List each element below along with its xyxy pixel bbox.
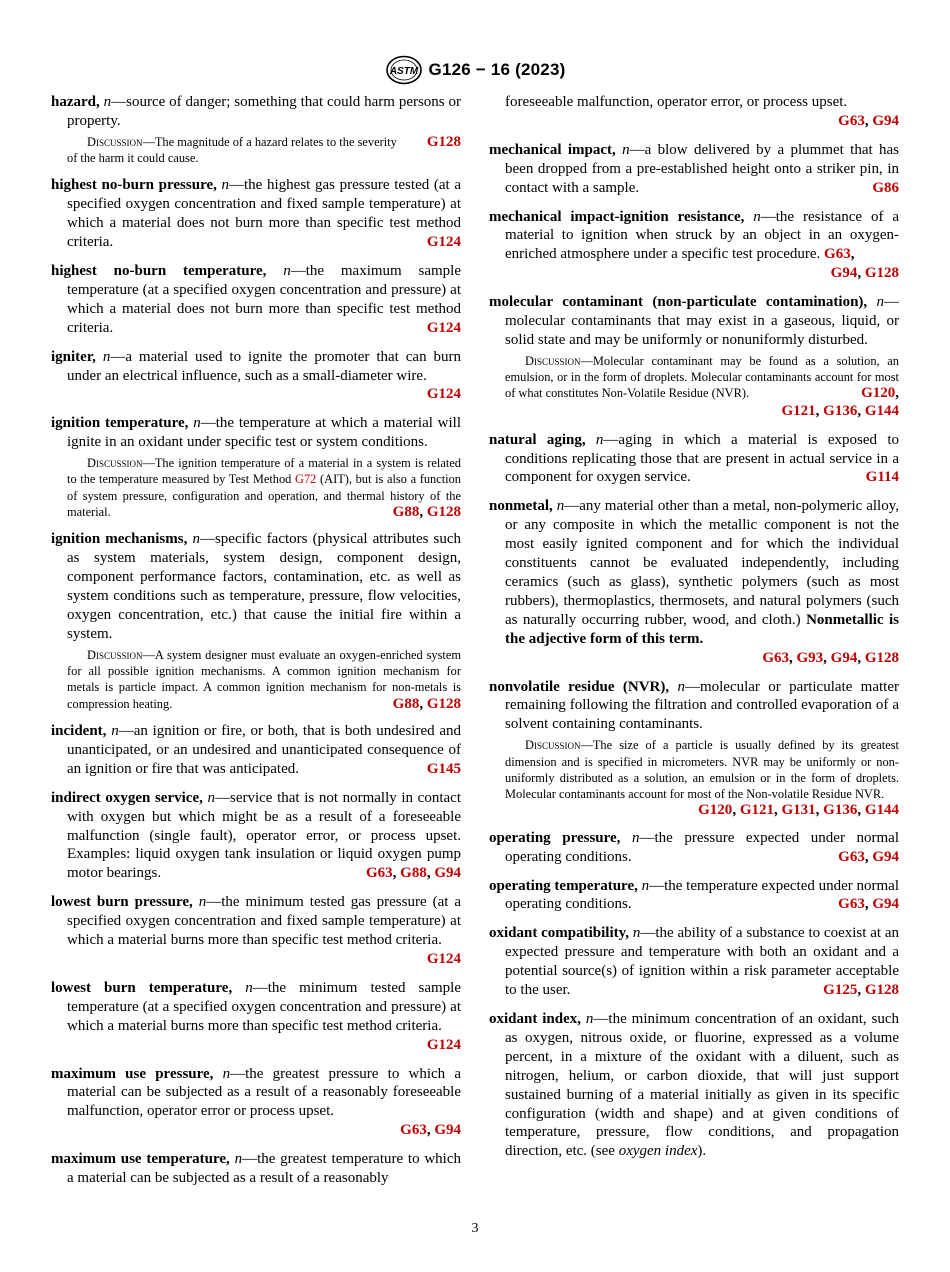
reference-link[interactable]: G94 bbox=[434, 865, 461, 882]
entry-operating-pressure bbox=[489, 829, 899, 867]
term: lowest burn pressure, bbox=[51, 894, 193, 911]
definition: —the minimum tested sample temperature (at a specified oxygen concentration and pressure) at which a material burns more than specific test method criteria. bbox=[67, 979, 462, 1034]
definition: —a material used to ignite the promoter that can burn under an electrical influence, such as a small-diameter wire. bbox=[67, 348, 462, 384]
reference-link[interactable]: G128 bbox=[864, 649, 899, 666]
discussion-text: —Molecular contaminant may be found as a solution, an emulsion, or in the form of droplets. Molecular contaminants account for most of what constitutes Non-Volatile Residue (NVR). bbox=[505, 353, 899, 401]
part-of-speech: n bbox=[622, 141, 630, 158]
discussion-text: —The magnitude of a hazard relates to the severity of the harm it could cause. bbox=[67, 134, 397, 166]
reference-link[interactable]: G93 bbox=[796, 649, 824, 666]
part-of-speech: n bbox=[677, 678, 685, 695]
adjective-note: Nonmetallic is the adjective form of this term. bbox=[505, 611, 899, 647]
term: indirect oxygen service, bbox=[51, 789, 203, 806]
reference-link[interactable]: G94 bbox=[830, 265, 858, 282]
term: incident, bbox=[51, 723, 107, 739]
left-column bbox=[51, 93, 461, 1198]
reference-separator: , bbox=[864, 112, 873, 129]
reference-link[interactable]: G136 bbox=[823, 802, 858, 819]
term: oxidant index, bbox=[489, 1011, 582, 1027]
term: operating temperature, bbox=[489, 877, 638, 894]
discussion bbox=[505, 737, 899, 819]
reference-separator: , bbox=[857, 265, 865, 282]
reference-link[interactable]: G124 bbox=[426, 234, 461, 251]
part-of-speech: n bbox=[641, 877, 650, 894]
entry-maximum-use-pressure bbox=[51, 1065, 461, 1141]
part-of-speech: n bbox=[283, 263, 291, 280]
part-of-speech: n bbox=[753, 208, 761, 225]
reference-link[interactable]: G124 bbox=[426, 1036, 461, 1053]
definition: —aging in which a material is exposed to conditions replicating those that are present in actual service in a component for oxygen service. bbox=[505, 431, 899, 486]
reference-link[interactable]: G120 bbox=[698, 802, 733, 819]
reference-separator: , bbox=[815, 402, 824, 419]
reference-separator: , bbox=[392, 865, 401, 882]
term: highest no-burn temperature, bbox=[51, 263, 267, 280]
discussion bbox=[67, 455, 461, 520]
reference-separator: , bbox=[426, 865, 435, 882]
part-of-speech: n bbox=[876, 294, 884, 311]
reference-link[interactable]: G128 bbox=[426, 504, 461, 521]
entry-mechanical-impact bbox=[489, 141, 899, 198]
part-of-speech: n bbox=[585, 1011, 594, 1027]
reference-link[interactable]: G94 bbox=[872, 896, 899, 913]
reference-link[interactable]: G114 bbox=[865, 469, 899, 486]
definition: —the minimum concentration of an oxidant, such as oxygen, nitrous oxide, or fluorine, expressed as a volume percent, in a mixture of the oxidant with a diluent, such as nitrogen, helium, or carbon dioxide, that will just support sustained burning of a material initially as given in its specific configuration (width and shape) and at given conditions of temperature, pressure, flow conditions, and propagation direction, etc. (see bbox=[505, 1011, 900, 1160]
reference-link[interactable]: G63 bbox=[824, 246, 851, 263]
reference-separator: , bbox=[857, 982, 865, 999]
entry-ignition-temperature bbox=[51, 414, 461, 520]
reference-link[interactable]: G94 bbox=[830, 649, 858, 666]
term: igniter, bbox=[51, 348, 96, 365]
part-of-speech: n bbox=[595, 431, 604, 448]
entry-indirect-oxygen-service bbox=[51, 789, 461, 884]
entry-oxidant-index bbox=[489, 1010, 899, 1161]
term: ignition mechanisms, bbox=[51, 531, 188, 548]
term: ignition temperature, bbox=[51, 415, 189, 432]
reference-link[interactable]: G124 bbox=[426, 950, 461, 967]
definition: —the minimum tested gas pressure (at a specified oxygen concentration and fixed sample temperature) at which a material burns more than specific test method criteria. bbox=[67, 894, 461, 949]
reference-link[interactable]: G63 bbox=[838, 896, 865, 913]
entry-mechanical-impact-ignition-resistance bbox=[489, 208, 899, 284]
reference-separator: , bbox=[732, 802, 740, 819]
discussion-label: Discussion bbox=[525, 353, 581, 368]
reference-link[interactable]: G94 bbox=[434, 1122, 461, 1139]
entry-highest-no-burn-temperature bbox=[51, 262, 461, 338]
reference-link[interactable]: G128 bbox=[864, 265, 899, 282]
reference-link[interactable]: G94 bbox=[872, 112, 899, 129]
discussion-text: —The size of a particle is usually defined by its greatest dimension and is specified in micrometers. NVR may be uniformly or non-uniformly distributed as a solution, an emulsion or in the form of droplets. Molecular contaminants account for most of the Non-volatile Residue NVR. bbox=[505, 738, 899, 802]
reference-separator: , bbox=[815, 802, 824, 819]
term: natural aging, bbox=[489, 431, 586, 448]
part-of-speech: n bbox=[632, 925, 641, 942]
entry-nonmetal bbox=[489, 497, 899, 667]
reference-link[interactable]: G128 bbox=[426, 695, 461, 712]
entry-natural-aging bbox=[489, 431, 899, 488]
reference-separator: , bbox=[857, 649, 865, 666]
document-id: G126 − 16 (2023) bbox=[428, 60, 566, 79]
discussion bbox=[67, 647, 461, 712]
part-of-speech: n bbox=[556, 498, 565, 515]
definition: —the greatest pressure to which a material can be subjected as a result of a reasonably foreseeable malfunction, operator error or process upset. bbox=[67, 1065, 462, 1120]
reference-separator: , bbox=[864, 896, 873, 913]
definition-tail: ). bbox=[697, 1143, 707, 1160]
reference-separator: , bbox=[419, 695, 427, 712]
definition: —the resistance of a material to ignition when struck by an object in an oxygen-enriched atmosphere under a specific test procedure. bbox=[505, 208, 899, 263]
reference-link[interactable]: G121 bbox=[781, 402, 816, 419]
term: operating pressure, bbox=[489, 829, 621, 846]
part-of-speech: n bbox=[221, 177, 230, 194]
definition: —specific factors (physical attributes such as system materials, system design, component design, component performance factors, contamination, etc. as well as system conditions such as temperature, pressure, flow velocities, oxygen concentration, etc.) that cause the initial fire within a system. bbox=[67, 531, 462, 642]
reference-separator: , bbox=[864, 848, 873, 865]
definition: —service that is not normally in contact with oxygen but which might be as a result of a foreseeable malfunction (single fault), operator error, or process upset. Examples: liquid oxygen tank insulation or liquid oxygen pump motor bearings. bbox=[67, 789, 461, 882]
part-of-speech: n bbox=[102, 348, 111, 365]
definition: —the ability of a substance to coexist at an expected pressure and temperature with both an oxidant and a potential source(s) of ignition within a risk parameter acceptable to the user. bbox=[505, 925, 899, 999]
entry-oxidant-compatibility bbox=[489, 924, 899, 1000]
entry-igniter bbox=[51, 348, 461, 405]
discussion-label: Discussion bbox=[87, 647, 143, 662]
discussion-label: Discussion bbox=[87, 456, 143, 471]
reference-link[interactable]: G144 bbox=[864, 802, 899, 819]
reference-link[interactable]: G63 bbox=[762, 649, 789, 666]
entry-nonvolatile-residue bbox=[489, 678, 899, 819]
reference-separator: , bbox=[850, 246, 855, 263]
discussion-label: Discussion bbox=[525, 738, 581, 753]
part-of-speech: n bbox=[198, 894, 207, 911]
reference-separator: , bbox=[788, 649, 797, 666]
svg-text:ASTM: ASTM bbox=[389, 66, 418, 77]
reference-link[interactable]: G63 bbox=[365, 865, 393, 882]
definition: —the temperature at which a material will ignite in an oxidant under specific test or system conditions. bbox=[67, 415, 462, 451]
part-of-speech: n bbox=[193, 415, 201, 432]
term: mechanical impact-ignition resistance, bbox=[489, 208, 745, 225]
entry-lowest-burn-pressure bbox=[51, 893, 461, 969]
reference-link[interactable]: G63 bbox=[838, 112, 865, 129]
reference-link[interactable]: G136 bbox=[823, 402, 858, 419]
reference-separator: , bbox=[773, 802, 782, 819]
page-header bbox=[0, 55, 950, 85]
part-of-speech: n bbox=[192, 531, 200, 548]
definition: —the maximum sample temperature (at a specified oxygen concentration and pressure) at which a material does not burn more than specific test method criteria. bbox=[67, 263, 461, 336]
page-number: 3 bbox=[471, 1221, 479, 1236]
discussion bbox=[67, 134, 461, 167]
definition: —the temperature expected under normal operating conditions. bbox=[505, 877, 899, 913]
definition: —a blow delivered by a plummet that has been dropped from a pre-established height onto a striker pin, in contact with a sample. bbox=[505, 141, 899, 196]
definition: —any material other than a metal, non-polymeric alloy, or any composite in which the metallic component is not the most easily ignited component and for which the individual constituents cannot be evaluated independently, including ceramics (such as glass), synthetic polymers (such as most rubbers), thermoplastics, thermosets, and natural polymers (such as naturally occurring rubber, wood, and cloth.) bbox=[505, 498, 899, 628]
term: maximum use temperature, bbox=[51, 1151, 230, 1168]
entry-molecular-contaminant bbox=[489, 293, 899, 421]
definition: —source of danger; something that could harm persons or property. bbox=[67, 94, 461, 129]
definition: —molecular contaminants that may exist in a gaseous, liquid, or solid state and may be uniformly or nonuniformly disturbed. bbox=[505, 294, 899, 348]
test-method-link[interactable]: G72 bbox=[295, 472, 317, 487]
reference-link[interactable]: G128 bbox=[864, 982, 899, 999]
reference-link[interactable]: G88 bbox=[392, 695, 420, 712]
reference-separator: , bbox=[857, 802, 865, 819]
entry-maximum-use-temperature-continued bbox=[489, 93, 899, 131]
reference-link[interactable]: G128 bbox=[426, 133, 461, 150]
entry-operating-temperature bbox=[489, 877, 899, 915]
reference-link[interactable]: G121 bbox=[739, 802, 774, 819]
definition: —the pressure expected under normal operating conditions. bbox=[505, 829, 899, 865]
part-of-speech: n bbox=[103, 94, 112, 110]
reference-link[interactable]: G125 bbox=[823, 982, 858, 999]
reference-link[interactable]: G88 bbox=[400, 865, 427, 882]
cross-reference: oxygen index bbox=[618, 1143, 698, 1160]
reference-link[interactable]: G63 bbox=[838, 848, 865, 865]
reference-link[interactable]: G63 bbox=[400, 1122, 427, 1139]
discussion-label: Discussion bbox=[87, 134, 143, 149]
definition: —an ignition or fire, or both, that is both undesired and unanticipated, or an undesired and unanticipated consequence of an ignition or fire that was anticipated. bbox=[67, 723, 461, 777]
entry-highest-no-burn-pressure bbox=[51, 176, 461, 252]
discussion-text: —A system designer must evaluate an oxygen-enriched system for all possible ignition mechanisms. A common ignition mechanism for metals is particle impact. A common ignition mechanism for non-metals is compression heating. bbox=[67, 647, 461, 711]
entry-hazard bbox=[51, 93, 461, 166]
entry-maximum-use-temperature bbox=[51, 1150, 461, 1188]
entry-incident bbox=[51, 722, 461, 779]
term: mechanical impact, bbox=[489, 141, 616, 158]
reference-link[interactable]: G124 bbox=[426, 386, 461, 403]
part-of-speech: n bbox=[222, 1065, 231, 1082]
entry-ignition-mechanisms bbox=[51, 530, 461, 712]
reference-separator: , bbox=[895, 385, 899, 402]
reference-link[interactable]: G120 bbox=[861, 385, 896, 402]
reference-link[interactable]: G88 bbox=[392, 504, 420, 521]
term: molecular contaminant (non-particulate contamination), bbox=[489, 294, 868, 311]
discussion bbox=[505, 353, 899, 402]
term: nonvolatile residue (NVR), bbox=[489, 678, 670, 695]
term: highest no-burn pressure, bbox=[51, 177, 217, 194]
definition: —the highest gas pressure tested (at a specified oxygen concentration and fixed sample temperature) at which a material does not burn more than specific test method criteria. bbox=[67, 177, 461, 251]
reference-link[interactable]: G145 bbox=[426, 760, 461, 777]
discussion-text: —The ignition temperature of a material in a system is related to the temperature measured by Test Method bbox=[67, 456, 461, 487]
term: nonmetal, bbox=[489, 498, 553, 515]
discussion-text: (AIT), but is also a function of system pressure, configuration and operation, and thermal history of the material. bbox=[67, 472, 461, 520]
right-column bbox=[489, 93, 899, 1171]
term: hazard, bbox=[51, 94, 100, 110]
definition: —the greatest temperature to which a material can be subjected as a result of a reasonably bbox=[67, 1151, 462, 1187]
reference-link[interactable]: G94 bbox=[872, 848, 899, 865]
definition: —molecular or particulate matter remaining following the filtration and controlled evaporation of a solvent containing contaminants. bbox=[505, 678, 899, 733]
reference-link[interactable]: G144 bbox=[864, 402, 899, 419]
reference-separator: , bbox=[426, 1122, 435, 1139]
term: lowest burn temperature, bbox=[51, 979, 233, 996]
part-of-speech: n bbox=[207, 789, 215, 806]
astm-logo-icon bbox=[385, 55, 423, 85]
part-of-speech: n bbox=[245, 979, 253, 996]
entry-lowest-burn-temperature bbox=[51, 979, 461, 1055]
part-of-speech: n bbox=[234, 1151, 243, 1168]
reference-link[interactable]: G124 bbox=[426, 319, 461, 336]
reference-separator: , bbox=[419, 504, 427, 521]
reference-separator: , bbox=[823, 649, 831, 666]
term: maximum use pressure, bbox=[51, 1065, 214, 1082]
part-of-speech: n bbox=[632, 829, 640, 846]
reference-link[interactable]: G86 bbox=[872, 179, 899, 196]
part-of-speech: n bbox=[111, 723, 119, 739]
term: oxidant compatibility, bbox=[489, 925, 630, 942]
reference-link[interactable]: G131 bbox=[781, 802, 816, 819]
reference-separator: , bbox=[857, 402, 865, 419]
definition: foreseeable malfunction, operator error, or process upset. bbox=[505, 94, 848, 110]
